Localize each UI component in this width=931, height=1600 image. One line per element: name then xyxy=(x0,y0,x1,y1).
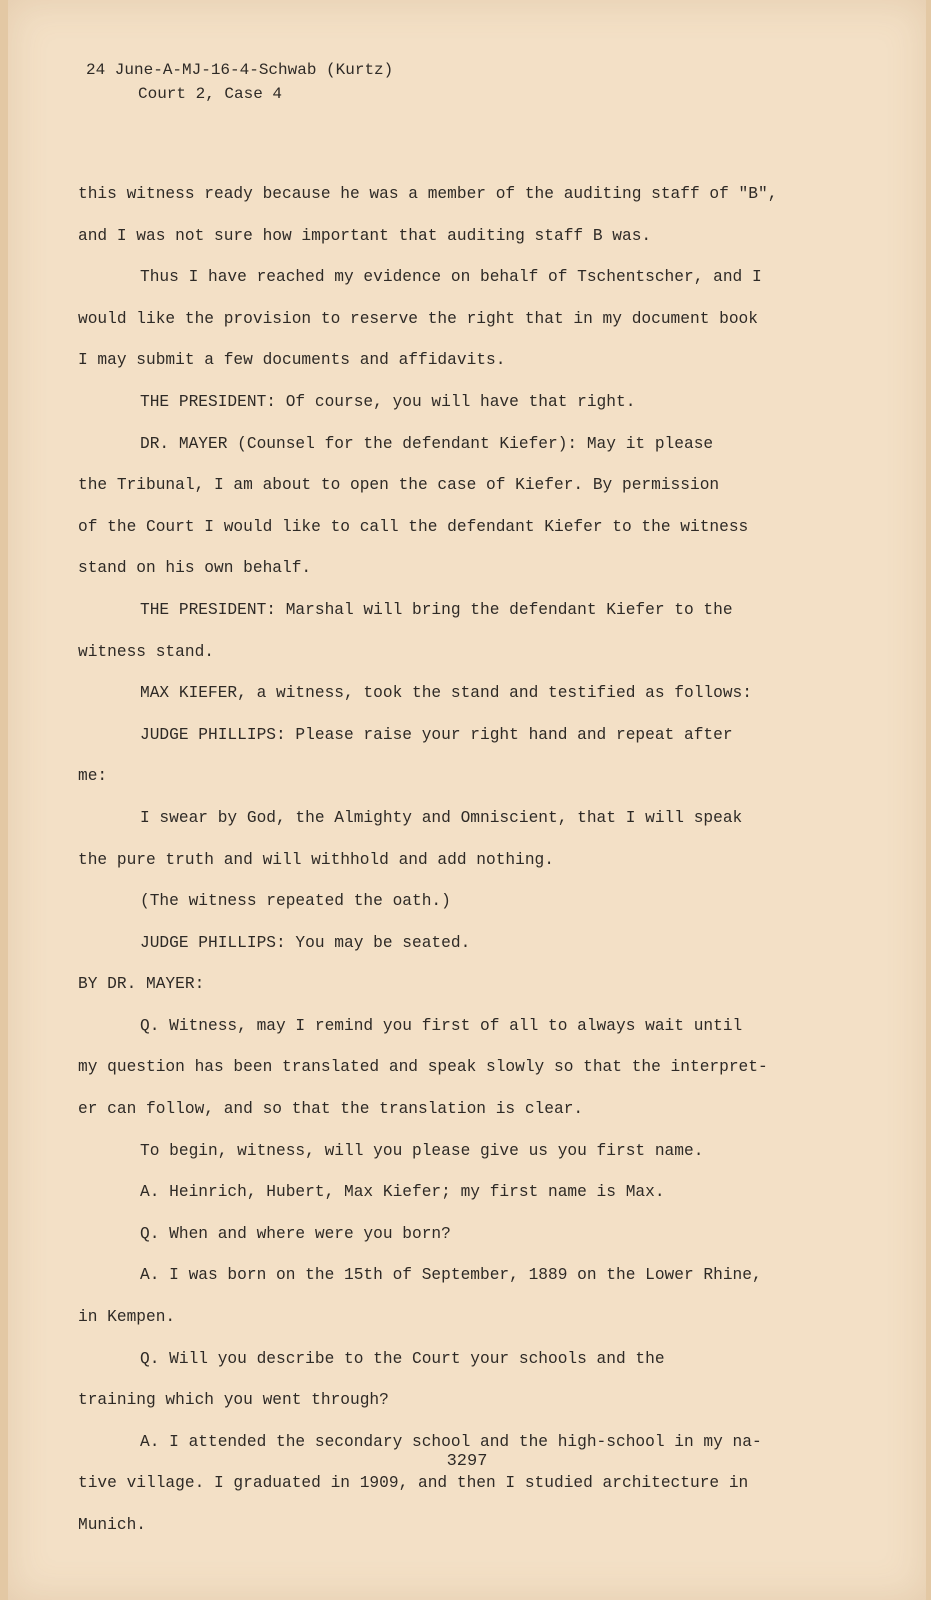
text-line: Q. When and where were you born? xyxy=(140,1224,451,1243)
text-line: this witness ready because he was a member of the auditing staff of "B", xyxy=(78,185,778,203)
text-line: of the Court I would like to call the defendant Kiefer to the witness xyxy=(78,517,749,536)
text-line: A. I attended the secondary school and the high-school in my na- xyxy=(140,1432,762,1451)
text-line: me: xyxy=(78,767,108,786)
text-line: MAX KIEFER, a witness, took the stand and testified as follows: xyxy=(140,684,752,703)
text-line: Q. Will you describe to the Court your schools and the xyxy=(140,1349,665,1368)
text-line: stand on his own behalf. xyxy=(78,559,312,578)
text-line: my question has been translated and speak slowly so that the interpret- xyxy=(78,1058,768,1077)
page-header xyxy=(86,58,393,106)
text-line: To begin, witness, will you please give us you first name. xyxy=(140,1141,704,1160)
text-line: Munich. xyxy=(78,1516,146,1534)
text-line: A. Heinrich, Hubert, Max Kiefer; my first name is Max. xyxy=(140,1183,665,1202)
header-line-1: 24 June-A-MJ-16-4-Schwab (Kurtz) xyxy=(86,61,394,79)
text-line: tive village. I graduated in 1909, and then I studied architecture in xyxy=(78,1474,749,1493)
header-line-2: Court 2, Case 4 xyxy=(138,85,283,103)
text-line: I may submit a few documents and affidavits. xyxy=(78,351,506,370)
text-line: THE PRESIDENT: Marshal will bring the defendant Kiefer to the xyxy=(140,600,733,619)
document-page xyxy=(8,0,926,1600)
text-line: A. I was born on the 15th of September, 1889 on the Lower Rhine, xyxy=(140,1266,762,1285)
text-line: THE PRESIDENT: Of course, you will have that right. xyxy=(140,392,636,411)
text-line: er can follow, and so that the translation is clear. xyxy=(78,1100,584,1119)
text-line: and I was not sure how important that auditing staff B was. xyxy=(78,226,652,245)
text-line: JUDGE PHILLIPS: Please raise your right hand and repeat after xyxy=(140,725,733,744)
text-line: DR. MAYER (Counsel for the defendant Kiefer): May it please xyxy=(140,434,714,453)
text-line: training which you went through? xyxy=(78,1391,389,1410)
text-line: would like the provision to reserve the right that in my document book xyxy=(78,309,758,328)
page-number: 3297 xyxy=(446,1452,488,1471)
text-line: in Kempen. xyxy=(78,1308,176,1327)
text-line: Q. Witness, may I remind you first of all to always wait until xyxy=(140,1016,743,1035)
text-line: Thus I have reached my evidence on behalf of Tschentscher, and I xyxy=(140,268,762,287)
text-line: witness stand. xyxy=(78,642,214,661)
text-line: the pure truth and will withhold and add nothing. xyxy=(78,850,554,869)
transcript-body xyxy=(78,174,798,1547)
text-line: BY DR. MAYER: xyxy=(78,975,205,994)
text-line: JUDGE PHILLIPS: You may be seated. xyxy=(140,933,471,952)
text-line: (The witness repeated the oath.) xyxy=(140,892,451,911)
text-line: I swear by God, the Almighty and Omniscient, that I will speak xyxy=(140,808,743,827)
text-line: the Tribunal, I am about to open the case of Kiefer. By permission xyxy=(78,476,720,495)
